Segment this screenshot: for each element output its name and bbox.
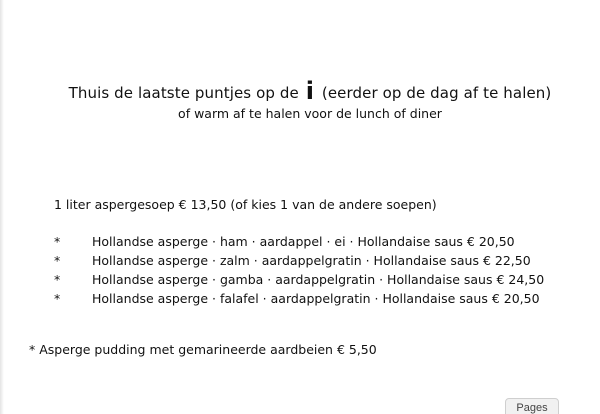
heading-text-end: (eerder op de dag af te halen) [321,84,552,102]
menu-item [54,289,544,308]
pages-button[interactable]: Pages [505,398,559,414]
menu-item-bullet: * [54,272,61,287]
page-subheading: of warm af te halen voor de lunch of diner [178,106,442,121]
menu-item-text: Hollandse asperge · zalm · aardappelgratin · Hollandaise saus € 22,50 [92,253,531,268]
dessert-offer: * Asperge pudding met gemarineerde aardbeien € 5,50 [29,342,377,357]
menu-item-bullet: * [54,253,61,268]
soup-offer: 1 liter aspergesoep € 13,50 (of kies 1 van de andere soepen) [54,197,437,212]
menu-item-bullet: * [54,291,61,306]
heading-text-start: Thuis de laatste puntjes op de [68,84,299,102]
window-edge [0,0,4,414]
menu-item-text: Hollandse asperge · gamba · aardappelgratin · Hollandaise saus € 24,50 [92,272,545,287]
menu-item [54,232,544,251]
menu-list [54,232,544,308]
menu-item-bullet: * [54,234,61,249]
page-heading [0,77,600,105]
menu-item-text: Hollandse asperge · falafel · aardappelgratin · Hollandaise saus € 20,50 [92,291,540,306]
menu-item [54,251,544,270]
menu-item-text: Hollandse asperge · ham · aardappel · ei · Hollandaise saus € 20,50 [92,234,515,249]
menu-item [54,270,544,289]
heading-big-i: i [305,77,315,105]
